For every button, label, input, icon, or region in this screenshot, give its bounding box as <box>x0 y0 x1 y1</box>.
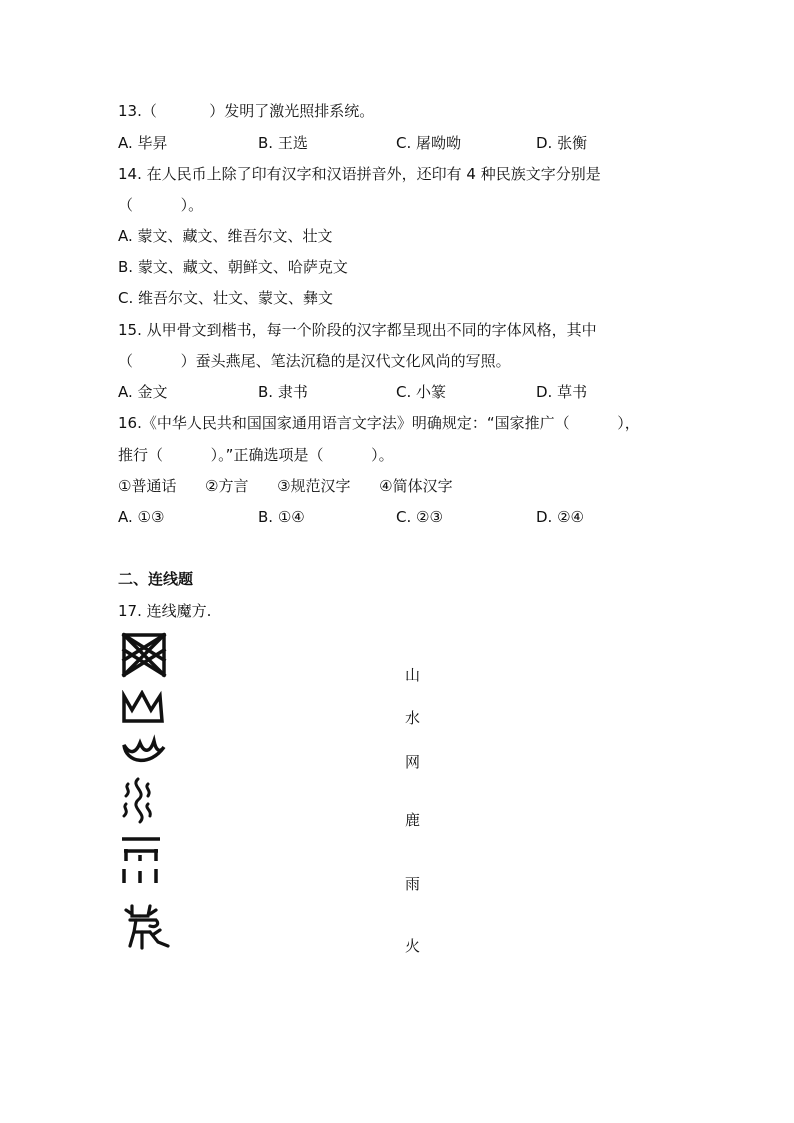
section-title: 二、连线题 <box>118 570 194 588</box>
oracle-deer-icon <box>120 902 174 952</box>
question-13-stem: 13.（ ）发明了激光照排系统。 <box>118 102 375 120</box>
oracle-net-icon <box>120 632 168 678</box>
answer-net: 网 <box>405 753 421 771</box>
q13-option-a: A. 毕昇 <box>118 134 168 152</box>
answer-rain: 雨 <box>405 875 421 893</box>
q15-option-d: D. 草书 <box>536 383 588 401</box>
q16-option-d: D. ②④ <box>536 508 584 526</box>
answer-fire: 火 <box>405 937 421 955</box>
question-17-stem: 17. 连线魔方. <box>118 602 212 620</box>
oracle-water-icon <box>120 776 156 824</box>
q14-option-b: B. 蒙文、藏文、朝鲜文、哈萨克文 <box>118 258 348 276</box>
q15-option-b: B. 隶书 <box>258 383 308 401</box>
q14-option-c: C. 维吾尔文、壮文、蒙文、彝文 <box>118 289 334 307</box>
question-14-stem-line1: 14. 在人民币上除了印有汉字和汉语拼音外，还印有 4 种民族文字分别是 <box>118 165 601 183</box>
q16-option-b: B. ①④ <box>258 508 305 526</box>
question-16-stem-line1: 16.《中华人民共和国国家通用语言文字法》明确规定：“国家推广（ ）， <box>118 414 640 432</box>
question-14-stem-line2: （ ）。 <box>118 196 204 214</box>
question-15-stem-line2: （ ）蚕头燕尾、笔法沉稳的是汉代文化风尚的写照。 <box>118 352 511 370</box>
answer-deer: 鹿 <box>405 811 421 829</box>
oracle-fire-icon <box>120 733 170 769</box>
q16-option-a: A. ①③ <box>118 508 165 526</box>
oracle-rain-icon <box>120 835 164 889</box>
question-16-choices: ①普通话 ②方言 ③规范汉字 ④简体汉字 <box>118 477 453 495</box>
question-15-stem-line1: 15. 从甲骨文到楷书，每一个阶段的汉字都呈现出不同的字体风格，其中 <box>118 321 597 339</box>
answer-mountain: 山 <box>405 666 421 684</box>
q13-option-d: D. 张衡 <box>536 134 588 152</box>
q14-option-a: A. 蒙文、藏文、维吾尔文、壮文 <box>118 227 333 245</box>
answer-water: 水 <box>405 709 421 727</box>
q15-option-c: C. 小篆 <box>396 383 447 401</box>
question-16-stem-line2: 推行（ ）。”正确选项是（ ）。 <box>118 446 394 464</box>
q16-option-c: C. ②③ <box>396 508 443 526</box>
q15-option-a: A. 金文 <box>118 383 168 401</box>
q13-option-c: C. 屠呦呦 <box>396 134 462 152</box>
oracle-mountain-icon <box>120 690 166 724</box>
q13-option-b: B. 王选 <box>258 134 308 152</box>
